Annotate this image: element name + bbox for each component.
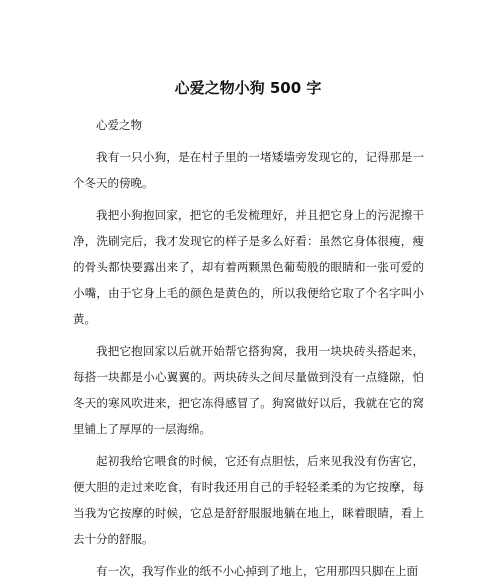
paragraph: 有一次，我写作业的纸不小心掉到了地上，它用那四只脚在上面 <box>96 564 418 578</box>
paragraph: 我把小狗抱回家，把它的毛发梳理好，并且把它身上的污泥擦干净，洗刷完后，我才发现它的样子是多么好看：虽然它身体很瘦，瘦的骨头都快要露出来了，却有着两颗黑色葡萄般的眼睛和一张可爱的小嘴，由于它身上毛的颜色是黄色的，所以我便给它取了个名字叫小黄。 <box>73 208 424 326</box>
paragraph: 心爱之物 <box>96 118 142 132</box>
document-body <box>73 112 424 584</box>
paragraph: 起初我给它喂食的时候，它还有点胆怯，后来见我没有伤害它，便大胆的走过来吃食，有时我还用自己的手轻轻柔柔的为它按摩，每当我为它按摩的时候，它总是舒舒服服地躺在地上，眯着眼睛，看上去十分的舒服。 <box>73 454 424 546</box>
paragraph: 我把它抱回家以后就开始帮它搭狗窝，我用一块块砖头搭起来，每搭一块都是小心翼翼的。两块砖头之间尽量做到没有一点缝隙，怕冬天的寒风吹进来，把它冻得感冒了。狗窝做好以后，我就在它的窝里铺上了厚厚的一层海绵。 <box>73 344 424 436</box>
document-title: 心爱之物小狗 500 字 <box>174 79 322 97</box>
paragraph: 我有一只小狗，是在村子里的一堵矮墙旁发现它的，记得那是一个冬天的傍晚。 <box>73 150 424 190</box>
